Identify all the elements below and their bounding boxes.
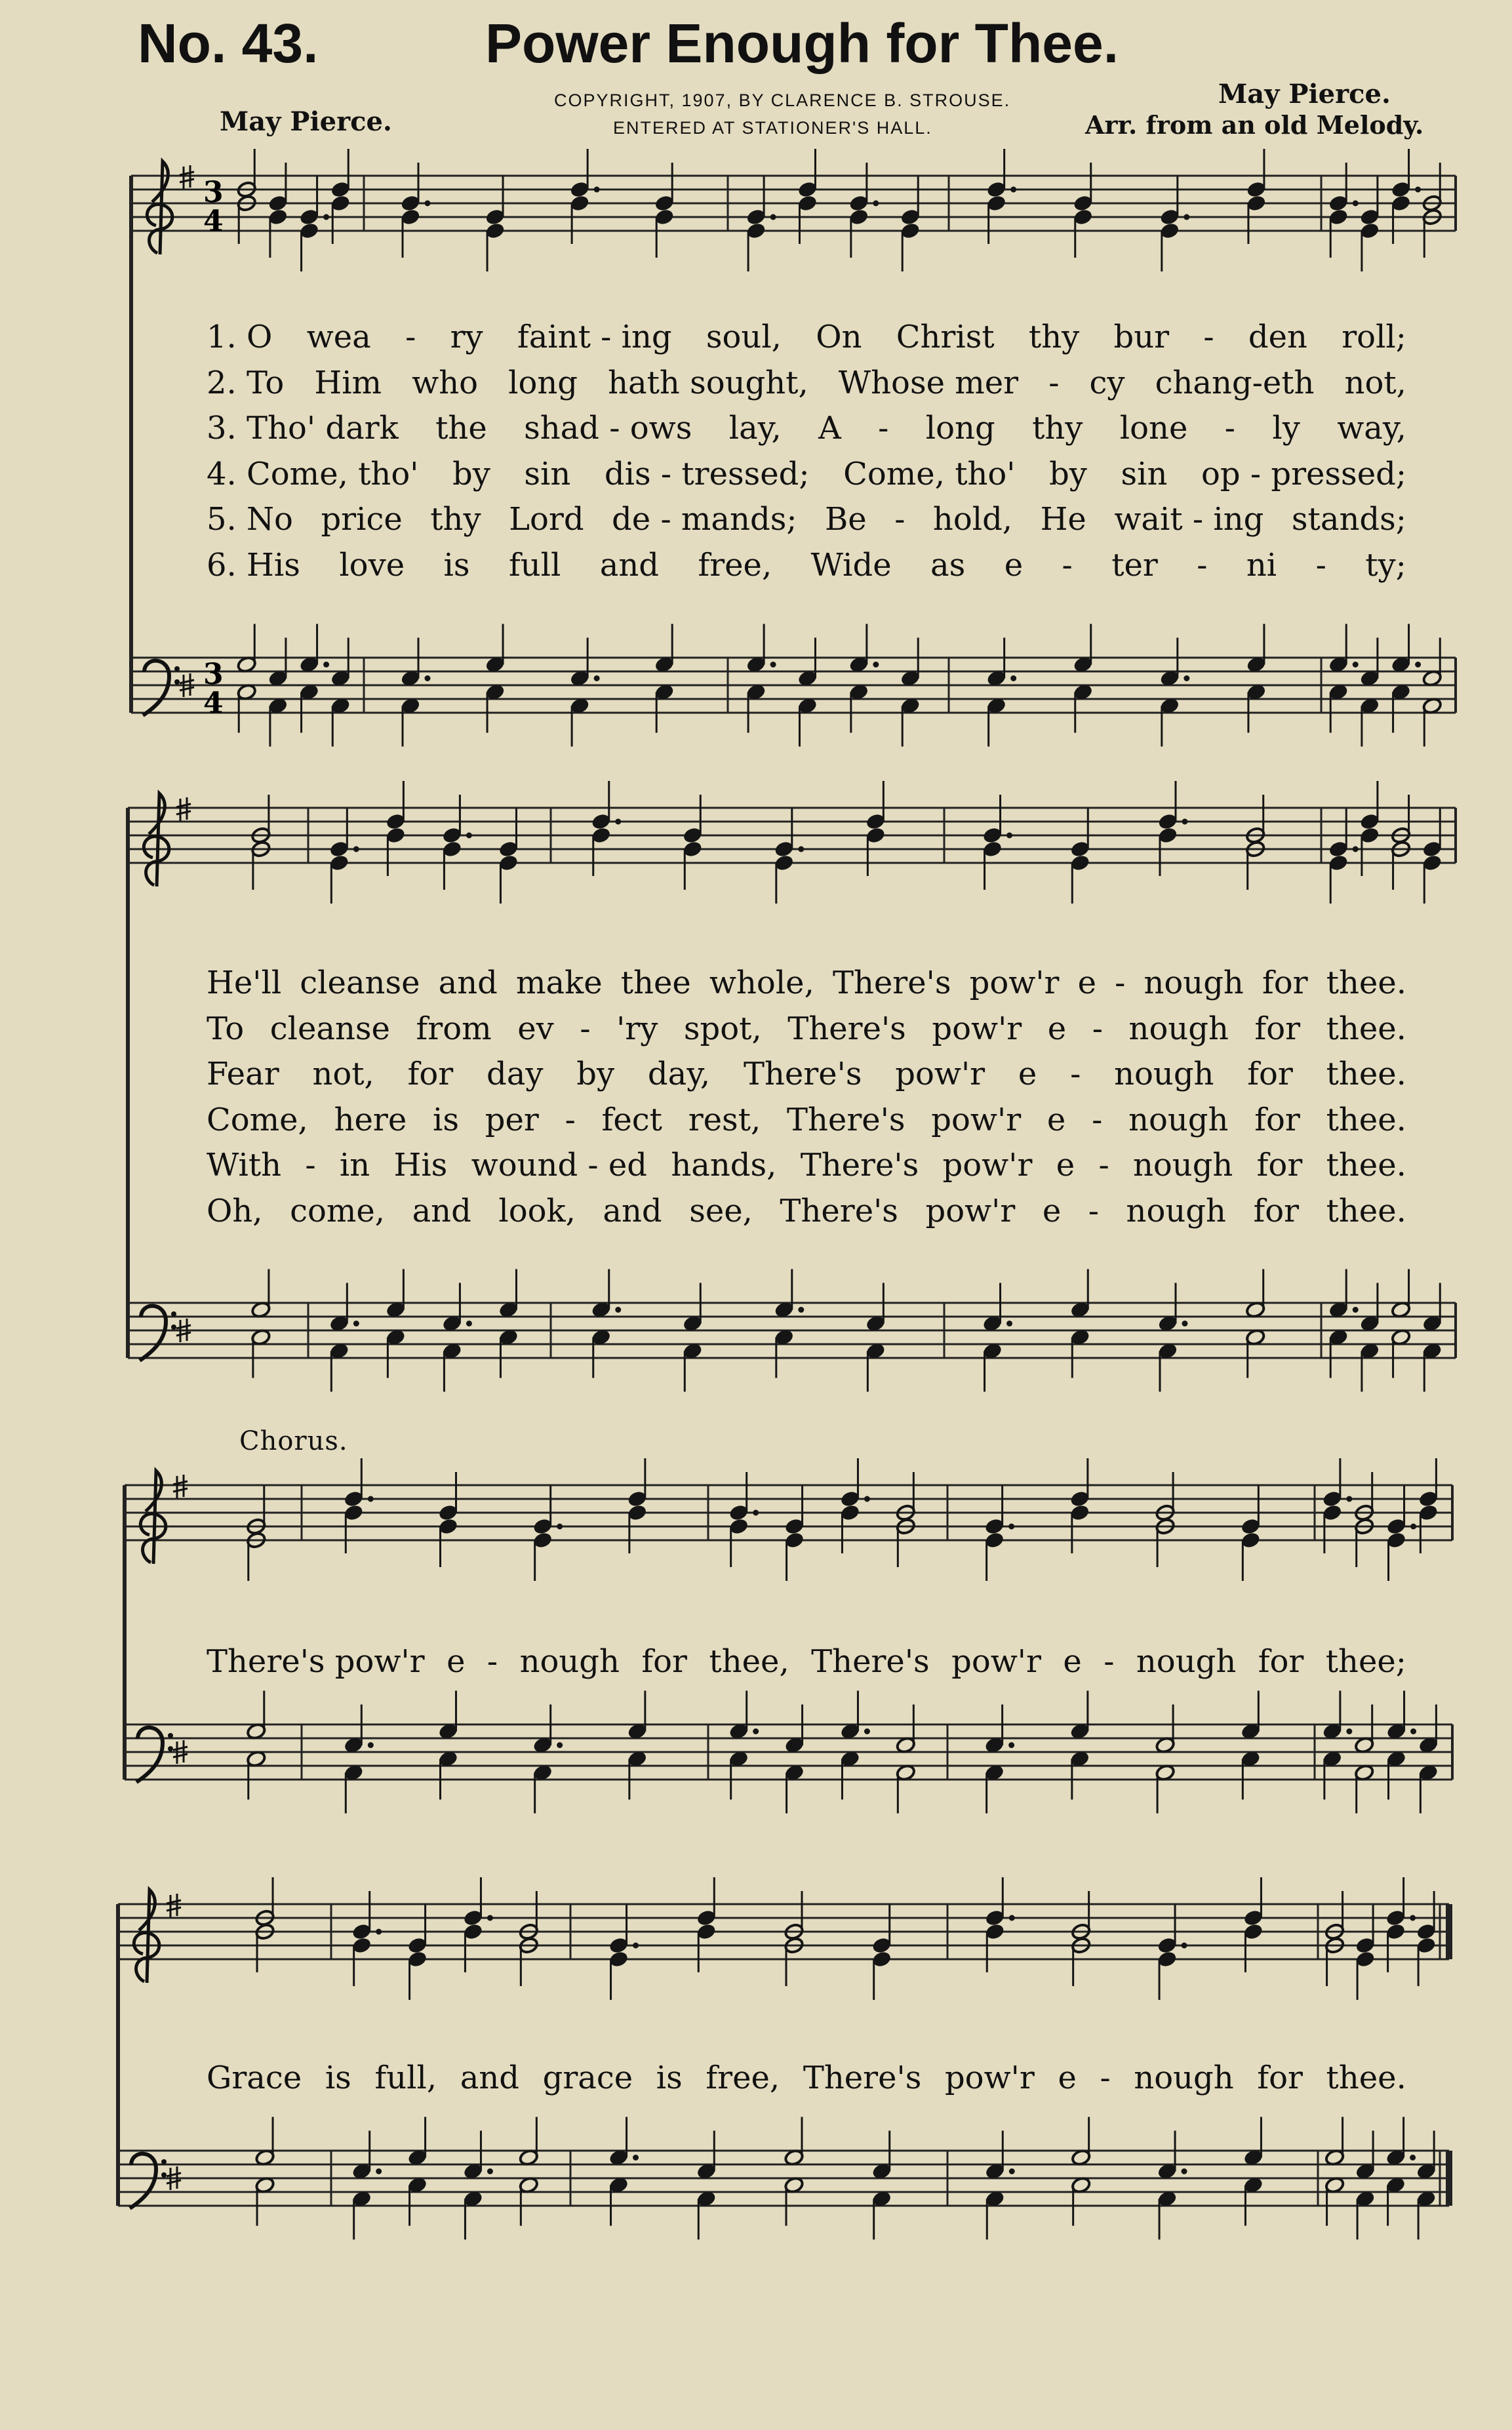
lyric-syllable: chang-eth xyxy=(1155,364,1315,401)
augmentation-dot xyxy=(873,201,879,207)
augmentation-dot xyxy=(770,214,776,220)
lyric-syllable: - xyxy=(565,1101,576,1138)
lyric-syllable: e xyxy=(1047,1010,1067,1047)
time-signature-top: 3 xyxy=(203,176,224,209)
lyricist-credit: May Pierce. xyxy=(220,106,392,137)
lyric-syllable: - xyxy=(1092,1010,1103,1047)
lyric-syllable: thee. xyxy=(1326,1056,1406,1092)
bass-clef-dot xyxy=(161,2172,167,2178)
lyric-syllable: nough xyxy=(1114,1056,1214,1092)
augmentation-dot xyxy=(1410,1728,1416,1734)
augmentation-dot xyxy=(487,2168,493,2174)
lyric-syllable: fect xyxy=(601,1101,662,1138)
augmentation-dot xyxy=(1415,187,1421,193)
lyric-syllable: Lord xyxy=(509,501,584,538)
lyric-syllable: full xyxy=(508,546,561,584)
lyric-syllable: - xyxy=(1092,1101,1103,1138)
lyric-syllable: - xyxy=(1070,1056,1081,1092)
lyric-syllable: wait - ing xyxy=(1114,501,1264,538)
refrain-line xyxy=(207,961,1406,1005)
composer-credit: May Pierce. xyxy=(1218,79,1391,110)
lyric-syllable: - xyxy=(305,1147,316,1184)
lyric-syllable: nough xyxy=(1128,1010,1229,1047)
lyric-syllable: There's pow'r xyxy=(207,1643,425,1680)
lyric-syllable: see, xyxy=(689,1192,753,1229)
augmentation-dot xyxy=(1415,662,1421,667)
augmentation-dot xyxy=(323,214,329,220)
lyric-syllable: grace xyxy=(542,2060,633,2096)
lyric-syllable: e xyxy=(1063,1643,1082,1680)
lyric-syllable: He xyxy=(1040,501,1086,538)
lyric-syllable: dis - tressed; xyxy=(604,455,810,492)
lyric-syllable: and xyxy=(599,546,660,584)
lyric-syllable: not, xyxy=(1344,364,1406,401)
lyric-syllable: 1. O xyxy=(207,319,273,355)
lyric-syllable: thee. xyxy=(1326,965,1406,1001)
lyric-syllable: thee, xyxy=(709,1643,789,1680)
augmentation-dot xyxy=(615,819,621,825)
lyric-syllable: e xyxy=(1058,2060,1077,2096)
lyric-syllable: Him xyxy=(314,364,382,401)
lyric-syllable: roll; xyxy=(1342,319,1406,355)
lyric-syllable: e xyxy=(1042,1192,1062,1229)
lyric-syllable: Whose mer xyxy=(838,364,1019,401)
augmentation-dot xyxy=(424,675,430,681)
bass-clef xyxy=(136,1728,163,1782)
lyric-syllable: faint - ing xyxy=(517,319,672,355)
lyric-syllable: - xyxy=(1104,1643,1115,1680)
lyric-syllable: cy xyxy=(1089,364,1125,401)
lyric-syllable: - xyxy=(1224,410,1235,447)
augmentation-dot xyxy=(1182,2168,1187,2174)
lyric-syllable: long xyxy=(508,364,578,401)
lyric-syllable: ni xyxy=(1246,546,1277,584)
lyric-syllable: pow'r xyxy=(944,2060,1035,2096)
augmentation-dot xyxy=(1008,1524,1014,1530)
key-signature-sharp xyxy=(167,1894,181,1917)
lyric-syllable: for xyxy=(641,1643,687,1680)
lyric-syllable: per xyxy=(485,1101,539,1138)
hymn-title: Power Enough for Thee. xyxy=(485,12,1119,74)
lyric-syllable: soul, xyxy=(706,319,782,355)
chorus-label: Chorus. xyxy=(239,1426,348,1456)
chorus-line xyxy=(207,2056,1406,2100)
registration-line: ENTERED AT STATIONER'S HALL. xyxy=(613,118,932,138)
augmentation-dot xyxy=(1353,1307,1359,1313)
augmentation-dot xyxy=(798,847,804,852)
augmentation-dot xyxy=(1008,1742,1014,1748)
lyric-syllable: nough xyxy=(1128,1101,1229,1138)
augmentation-dot xyxy=(1410,1524,1416,1530)
lyric-syllable: nough xyxy=(1136,1643,1237,1680)
augmentation-dot xyxy=(1410,1915,1416,1921)
lyric-syllable: Come, tho' xyxy=(843,455,1016,492)
key-signature-sharp xyxy=(176,797,191,821)
time-signature-bottom: 4 xyxy=(203,205,224,238)
lyric-syllable: stands; xyxy=(1291,501,1406,538)
augmentation-dot xyxy=(368,1742,374,1748)
augmentation-dot xyxy=(1346,1496,1352,1502)
lyric-syllable: is xyxy=(443,546,470,584)
lyric-syllable: for xyxy=(1254,1101,1300,1138)
lyric-syllable: hold, xyxy=(932,501,1013,538)
lyric-syllable: Come, xyxy=(207,1101,308,1138)
refrain-line xyxy=(207,1143,1406,1187)
refrain-line xyxy=(207,1006,1406,1051)
lyric-syllable: - xyxy=(1048,364,1060,401)
lyric-syllable: There's xyxy=(811,1643,930,1680)
bass-clef xyxy=(140,1306,166,1361)
lyric-syllable: thy xyxy=(430,501,481,538)
lyric-syllable: e xyxy=(1077,965,1096,1001)
lyric-syllable: 3. Tho' dark xyxy=(207,410,399,447)
lyric-syllable: pow'r xyxy=(895,1056,985,1092)
augmentation-dot xyxy=(557,1742,563,1748)
verse-line xyxy=(207,406,1406,450)
augmentation-dot xyxy=(594,675,600,681)
lyric-syllable: - xyxy=(894,501,905,538)
augmentation-dot xyxy=(1009,2168,1015,2174)
refrain-line xyxy=(207,1189,1406,1233)
lyric-syllable: 'ry xyxy=(616,1010,658,1047)
lyric-syllable: nough xyxy=(1126,1192,1226,1229)
lyric-syllable: Wide xyxy=(810,546,892,584)
lyric-syllable: the xyxy=(435,410,487,447)
lyric-syllable: Be xyxy=(825,501,867,538)
lyric-syllable: - xyxy=(1100,2060,1111,2096)
key-signature-sharp xyxy=(173,1475,188,1498)
lyric-syllable: for xyxy=(1258,1643,1304,1680)
lyric-syllable: There's xyxy=(743,1056,862,1092)
lyric-syllable: day, xyxy=(647,1056,711,1092)
lyric-syllable: ty; xyxy=(1365,546,1406,584)
lyric-syllable: Oh, xyxy=(207,1192,263,1229)
augmentation-dot xyxy=(1410,2155,1416,2161)
lyric-syllable: hands, xyxy=(671,1147,777,1184)
bass-clef-dot xyxy=(171,1325,176,1330)
lyric-syllable: cleanse xyxy=(300,965,420,1001)
augmentation-dot xyxy=(1006,833,1012,839)
augmentation-dot xyxy=(1009,1915,1015,1921)
lyric-syllable: - xyxy=(1115,965,1126,1001)
augmentation-dot xyxy=(1182,819,1187,825)
lyric-syllable: He'll xyxy=(207,965,282,1001)
lyric-syllable: pow'r xyxy=(969,965,1060,1001)
augmentation-dot xyxy=(864,1728,870,1734)
key-signature-sharp xyxy=(180,165,194,189)
augmentation-dot xyxy=(753,1728,759,1734)
bass-clef-dot xyxy=(171,1311,176,1317)
lyric-syllable: thee. xyxy=(1326,1010,1406,1047)
lyric-syllable: - xyxy=(405,319,416,355)
lyric-syllable: e xyxy=(1056,1147,1075,1184)
bass-clef xyxy=(130,2154,156,2208)
augmentation-dot xyxy=(353,847,359,852)
lyric-syllable: Grace xyxy=(207,2060,302,2096)
copyright-line: COPYRIGHT, 1907, BY CLARENCE B. STROUSE. xyxy=(554,90,1011,110)
lyric-syllable: thee. xyxy=(1326,1101,1406,1138)
lyric-syllable: full, xyxy=(374,2060,437,2096)
lyric-syllable: There's xyxy=(787,1010,906,1047)
lyric-syllable: come, xyxy=(290,1192,386,1229)
augmentation-dot xyxy=(1353,662,1359,667)
chorus-line xyxy=(207,1639,1406,1684)
lyric-syllable: nough xyxy=(519,1643,620,1680)
lyric-syllable: ry xyxy=(450,319,483,355)
lyric-syllable: There's xyxy=(780,1192,898,1229)
lyric-syllable: as xyxy=(930,546,966,584)
lyric-syllable: 6. His xyxy=(207,546,300,584)
augmentation-dot xyxy=(594,187,600,193)
lyric-syllable: To xyxy=(207,1010,245,1047)
lyric-syllable: pow'r xyxy=(951,1643,1041,1680)
augmentation-dot xyxy=(353,1321,359,1326)
lyric-syllable: for xyxy=(1254,1010,1301,1047)
lyric-syllable: nough xyxy=(1144,965,1244,1001)
lyric-syllable: in xyxy=(339,1147,370,1184)
bass-clef-dot xyxy=(174,666,180,671)
bass-clef xyxy=(143,661,169,715)
lyric-syllable: Fear xyxy=(207,1056,279,1092)
verse-line xyxy=(207,361,1406,405)
lyric-syllable: pow'r xyxy=(925,1192,1016,1229)
augmentation-dot xyxy=(376,1929,382,1935)
lyric-syllable: whole, xyxy=(709,965,814,1001)
lyric-syllable: - xyxy=(1203,319,1214,355)
lyric-syllable: thee. xyxy=(1326,1147,1406,1184)
lyric-syllable: - xyxy=(1315,546,1326,584)
augmentation-dot xyxy=(1010,187,1016,193)
augmentation-dot xyxy=(1006,1321,1012,1326)
lyric-syllable: - xyxy=(878,410,889,447)
lyric-syllable: 2. To xyxy=(207,364,285,401)
augmentation-dot xyxy=(376,2168,382,2174)
lyric-syllable: who xyxy=(412,364,479,401)
lyric-syllable: free, xyxy=(698,546,772,584)
lyric-syllable: thee. xyxy=(1326,2060,1406,2096)
lyric-syllable: is xyxy=(433,1101,459,1138)
augmentation-dot xyxy=(633,2155,639,2161)
arranger-credit: Arr. from an old Melody. xyxy=(1085,110,1424,140)
lyric-syllable: de - mands; xyxy=(612,501,797,538)
lyric-syllable: sin xyxy=(524,455,571,492)
lyric-syllable: for xyxy=(1247,1056,1293,1092)
lyric-syllable: thy xyxy=(1032,410,1083,447)
lyric-syllable: from xyxy=(416,1010,492,1047)
lyric-syllable: free, xyxy=(706,2060,780,2096)
lyric-syllable: lay, xyxy=(728,410,782,447)
lyric-syllable: and xyxy=(603,1192,662,1229)
lyric-syllable: - xyxy=(1098,1147,1109,1184)
lyric-syllable: ev xyxy=(517,1010,554,1047)
augmentation-dot xyxy=(873,662,879,667)
lyric-syllable: Christ xyxy=(896,319,995,355)
lyric-syllable: 5. No xyxy=(207,501,293,538)
lyric-syllable: There's xyxy=(800,1147,919,1184)
lyric-syllable: here xyxy=(334,1101,407,1138)
augmentation-dot xyxy=(368,1496,374,1502)
lyric-syllable: day xyxy=(486,1056,544,1092)
lyric-syllable: and xyxy=(412,1192,471,1229)
time-signature-top: 3 xyxy=(203,658,224,691)
augmentation-dot xyxy=(753,1510,759,1516)
augmentation-dot xyxy=(424,201,430,207)
verse-line xyxy=(207,315,1406,359)
lyric-syllable: by xyxy=(576,1056,615,1092)
lyric-syllable: wound - ed xyxy=(471,1147,648,1184)
lyric-syllable: shad - ows xyxy=(524,410,692,447)
lyric-syllable: not, xyxy=(312,1056,374,1092)
lyric-syllable: thee; xyxy=(1325,1643,1406,1680)
hymn-number: No. 43. xyxy=(138,12,319,74)
lyric-syllable: by xyxy=(452,455,490,492)
augmentation-dot xyxy=(770,662,776,667)
lyric-syllable: thy xyxy=(1028,319,1080,355)
lyric-syllable: way, xyxy=(1337,410,1406,447)
augmentation-dot xyxy=(466,833,472,839)
lyric-syllable: is xyxy=(656,2060,683,2096)
lyric-syllable: e xyxy=(1046,1101,1066,1138)
augmentation-dot xyxy=(1184,675,1189,681)
augmentation-dot xyxy=(557,1524,563,1530)
lyric-syllable: e xyxy=(447,1643,466,1680)
lyric-syllable: spot, xyxy=(683,1010,762,1047)
lyric-syllable: - xyxy=(1197,546,1208,584)
lyric-syllable: rest, xyxy=(688,1101,761,1138)
lyric-syllable: for xyxy=(1256,1147,1303,1184)
refrain-line xyxy=(207,1052,1406,1096)
bass-clef-dot xyxy=(168,1746,173,1751)
lyric-syllable: make xyxy=(516,965,603,1001)
lyric-syllable: His xyxy=(393,1147,448,1184)
lyric-syllable: lone xyxy=(1119,410,1188,447)
bass-clef-dot xyxy=(168,1733,173,1738)
lyric-syllable: pow'r xyxy=(942,1147,1033,1184)
lyric-syllable: 4. Come, tho' xyxy=(207,455,419,492)
lyric-syllable: e xyxy=(1018,1056,1037,1092)
lyric-syllable: wea xyxy=(306,319,371,355)
augmentation-dot xyxy=(1353,847,1359,852)
lyric-syllable: A xyxy=(818,410,841,447)
augmentation-dot xyxy=(1353,201,1359,207)
augmentation-dot xyxy=(466,1321,472,1326)
bass-clef-dot xyxy=(174,679,180,685)
lyric-syllable: There's xyxy=(787,1101,905,1138)
augmentation-dot xyxy=(1182,1321,1187,1326)
lyric-syllable: hath sought, xyxy=(608,364,808,401)
lyric-syllable: - xyxy=(580,1010,591,1047)
lyric-syllable: ly xyxy=(1272,410,1300,447)
lyric-syllable: thee. xyxy=(1326,1192,1406,1229)
augmentation-dot xyxy=(1346,1728,1352,1734)
verse-line xyxy=(207,543,1406,588)
lyric-syllable: by xyxy=(1049,455,1087,492)
lyric-syllable: pow'r xyxy=(931,1101,1022,1138)
lyric-syllable: and xyxy=(460,2060,519,2096)
verse-line xyxy=(207,452,1406,496)
augmentation-dot xyxy=(633,1943,639,1949)
time-signature-bottom: 4 xyxy=(203,687,224,720)
lyric-syllable: On xyxy=(816,319,862,355)
augmentation-dot xyxy=(1184,214,1189,220)
lyric-syllable: e xyxy=(1004,546,1024,584)
lyric-syllable: op - pressed; xyxy=(1201,455,1406,492)
lyric-syllable: cleanse xyxy=(269,1010,390,1047)
lyric-syllable: for xyxy=(407,1056,454,1092)
augmentation-dot xyxy=(798,1307,804,1313)
lyric-syllable: pow'r xyxy=(932,1010,1022,1047)
lyric-syllable: and xyxy=(438,965,498,1001)
lyric-syllable: price xyxy=(321,501,403,538)
augmentation-dot xyxy=(1182,1943,1187,1949)
lyric-syllable: long xyxy=(925,410,995,447)
lyric-syllable: - xyxy=(1088,1192,1100,1229)
lyric-syllable: - xyxy=(1062,546,1073,584)
lyric-syllable: nough xyxy=(1134,2060,1234,2096)
bass-clef-dot xyxy=(161,2159,167,2164)
lyric-syllable: bur xyxy=(1113,319,1170,355)
augmentation-dot xyxy=(864,1496,870,1502)
lyric-syllable: love xyxy=(339,546,405,584)
lyric-syllable: is xyxy=(325,2060,351,2096)
augmentation-dot xyxy=(615,1307,621,1313)
lyric-syllable: den xyxy=(1248,319,1307,355)
refrain-line xyxy=(207,1098,1406,1142)
lyric-syllable: for xyxy=(1253,1192,1300,1229)
lyric-syllable: sin xyxy=(1121,455,1168,492)
lyric-syllable: With xyxy=(207,1147,282,1184)
lyric-syllable: - xyxy=(487,1643,498,1680)
lyric-syllable: There's xyxy=(803,2060,922,2096)
lyric-syllable: ter xyxy=(1111,546,1158,584)
verse-line xyxy=(207,497,1406,542)
lyric-syllable: for xyxy=(1257,2060,1303,2096)
augmentation-dot xyxy=(323,662,329,667)
lyric-syllable: nough xyxy=(1132,1147,1233,1184)
lyric-syllable: look, xyxy=(498,1192,576,1229)
lyric-syllable: There's xyxy=(832,965,951,1001)
lyric-syllable: thee xyxy=(620,965,691,1001)
augmentation-dot xyxy=(1010,675,1016,681)
lyric-syllable: for xyxy=(1262,965,1308,1001)
augmentation-dot xyxy=(487,1915,493,1921)
